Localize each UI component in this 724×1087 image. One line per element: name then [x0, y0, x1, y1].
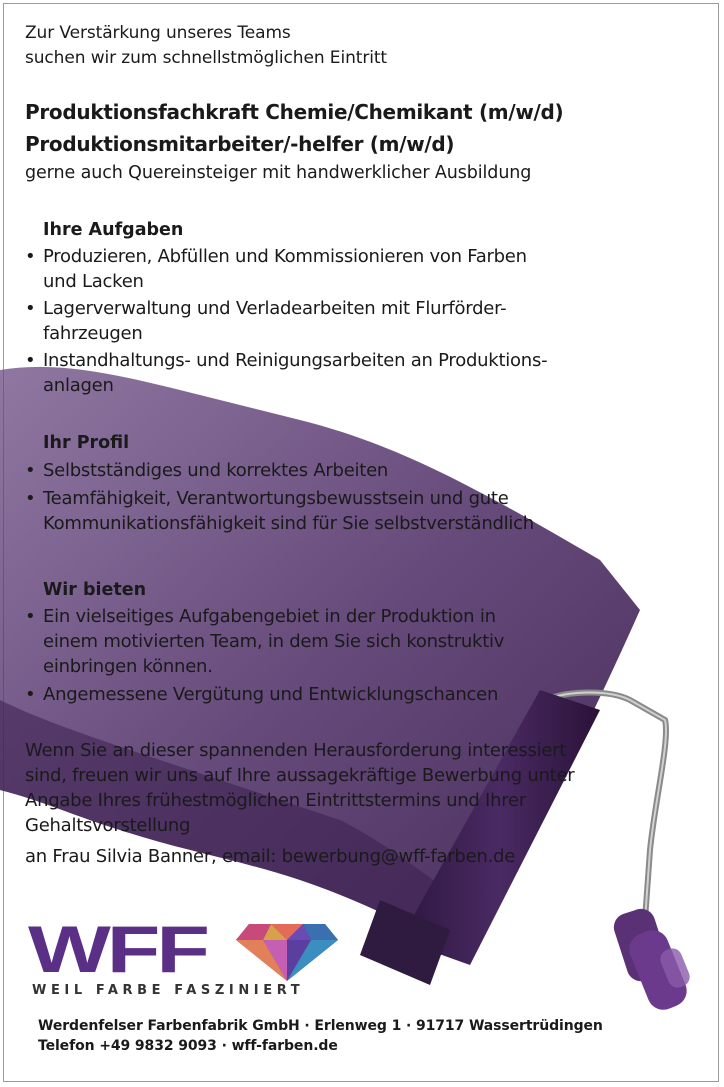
bullet: • [25, 684, 36, 705]
task-2-line-1: Lagerverwaltung und Verladearbeiten mit Flurförder- [43, 298, 507, 319]
job-title-1: Produktionsfachkraft Chemie/Chemikant (m/w/d) [25, 100, 564, 124]
offer-2-line-1: Angemessene Vergütung und Entwicklungschancen [43, 684, 499, 705]
bullet: • [25, 246, 36, 267]
intro-line-2: suchen wir zum schnellstmöglichen Eintritt [25, 48, 387, 68]
offer-heading: Wir bieten [43, 580, 147, 600]
diamond-icon [235, 920, 339, 982]
offer-1-line-2: einem motivierten Team, in dem Sie sich konstruktiv [43, 631, 505, 652]
bullet: • [25, 488, 36, 509]
bullet: • [25, 460, 36, 481]
profile-2-line-2: Kommunikationsfähigkeit sind für Sie selbstverständlich [43, 513, 534, 534]
closing-line-1: Wenn Sie an dieser spannenden Herausforderung interessiert [25, 740, 567, 761]
bullet: • [25, 606, 36, 627]
logo-letters: WFF [28, 920, 207, 978]
offer-1-line-3: einbringen können. [43, 656, 213, 677]
task-1-line-2: und Lacken [43, 271, 144, 292]
logo-tagline: WEIL FARBE FASZINIERT [32, 983, 305, 998]
profile-1-line-1: Selbstständiges und korrektes Arbeiten [43, 460, 389, 481]
task-3-line-2: anlagen [43, 375, 114, 396]
task-3-line-1: Instandhaltungs- und Reinigungsarbeiten an Produktions- [43, 350, 548, 371]
job-title-2: Produktionsmitarbeiter/-helfer (m/w/d) [25, 132, 455, 156]
closing-line-4: Gehaltsvorstellung [25, 815, 191, 836]
profile-heading: Ihr Profil [43, 433, 130, 453]
closing-line-3: Angabe Ihres frühestmöglichen Eintrittstermins und Ihrer [25, 790, 526, 811]
task-1-line-1: Produzieren, Abfüllen und Kommissionieren von Farben [43, 246, 527, 267]
subtitle: gerne auch Quereinsteiger mit handwerklicher Ausbildung [25, 163, 532, 183]
intro-line-1: Zur Verstärkung unseres Teams [25, 23, 291, 43]
footer-contact: Telefon +49 9832 9093 · wff-farben.de [38, 1038, 338, 1054]
contact-line: an Frau Silvia Banner, email: bewerbung@wff-farben.de [25, 846, 516, 867]
closing-line-2: sind, freuen wir uns auf Ihre aussagekräftige Bewerbung unter [25, 765, 575, 786]
tasks-heading: Ihre Aufgaben [43, 220, 184, 240]
profile-2-line-1: Teamfähigkeit, Verantwortungsbewusstsein und gute [43, 488, 509, 509]
wff-logo [28, 920, 208, 978]
offer-1-line-1: Ein vielseitiges Aufgabengebiet in der Produktion in [43, 606, 496, 627]
task-2-line-2: fahrzeugen [43, 323, 143, 344]
bullet: • [25, 350, 36, 371]
footer-address: Werdenfelser Farbenfabrik GmbH · Erlenweg 1 · 91717 Wassertrüdingen [38, 1018, 603, 1034]
bullet: • [25, 298, 36, 319]
